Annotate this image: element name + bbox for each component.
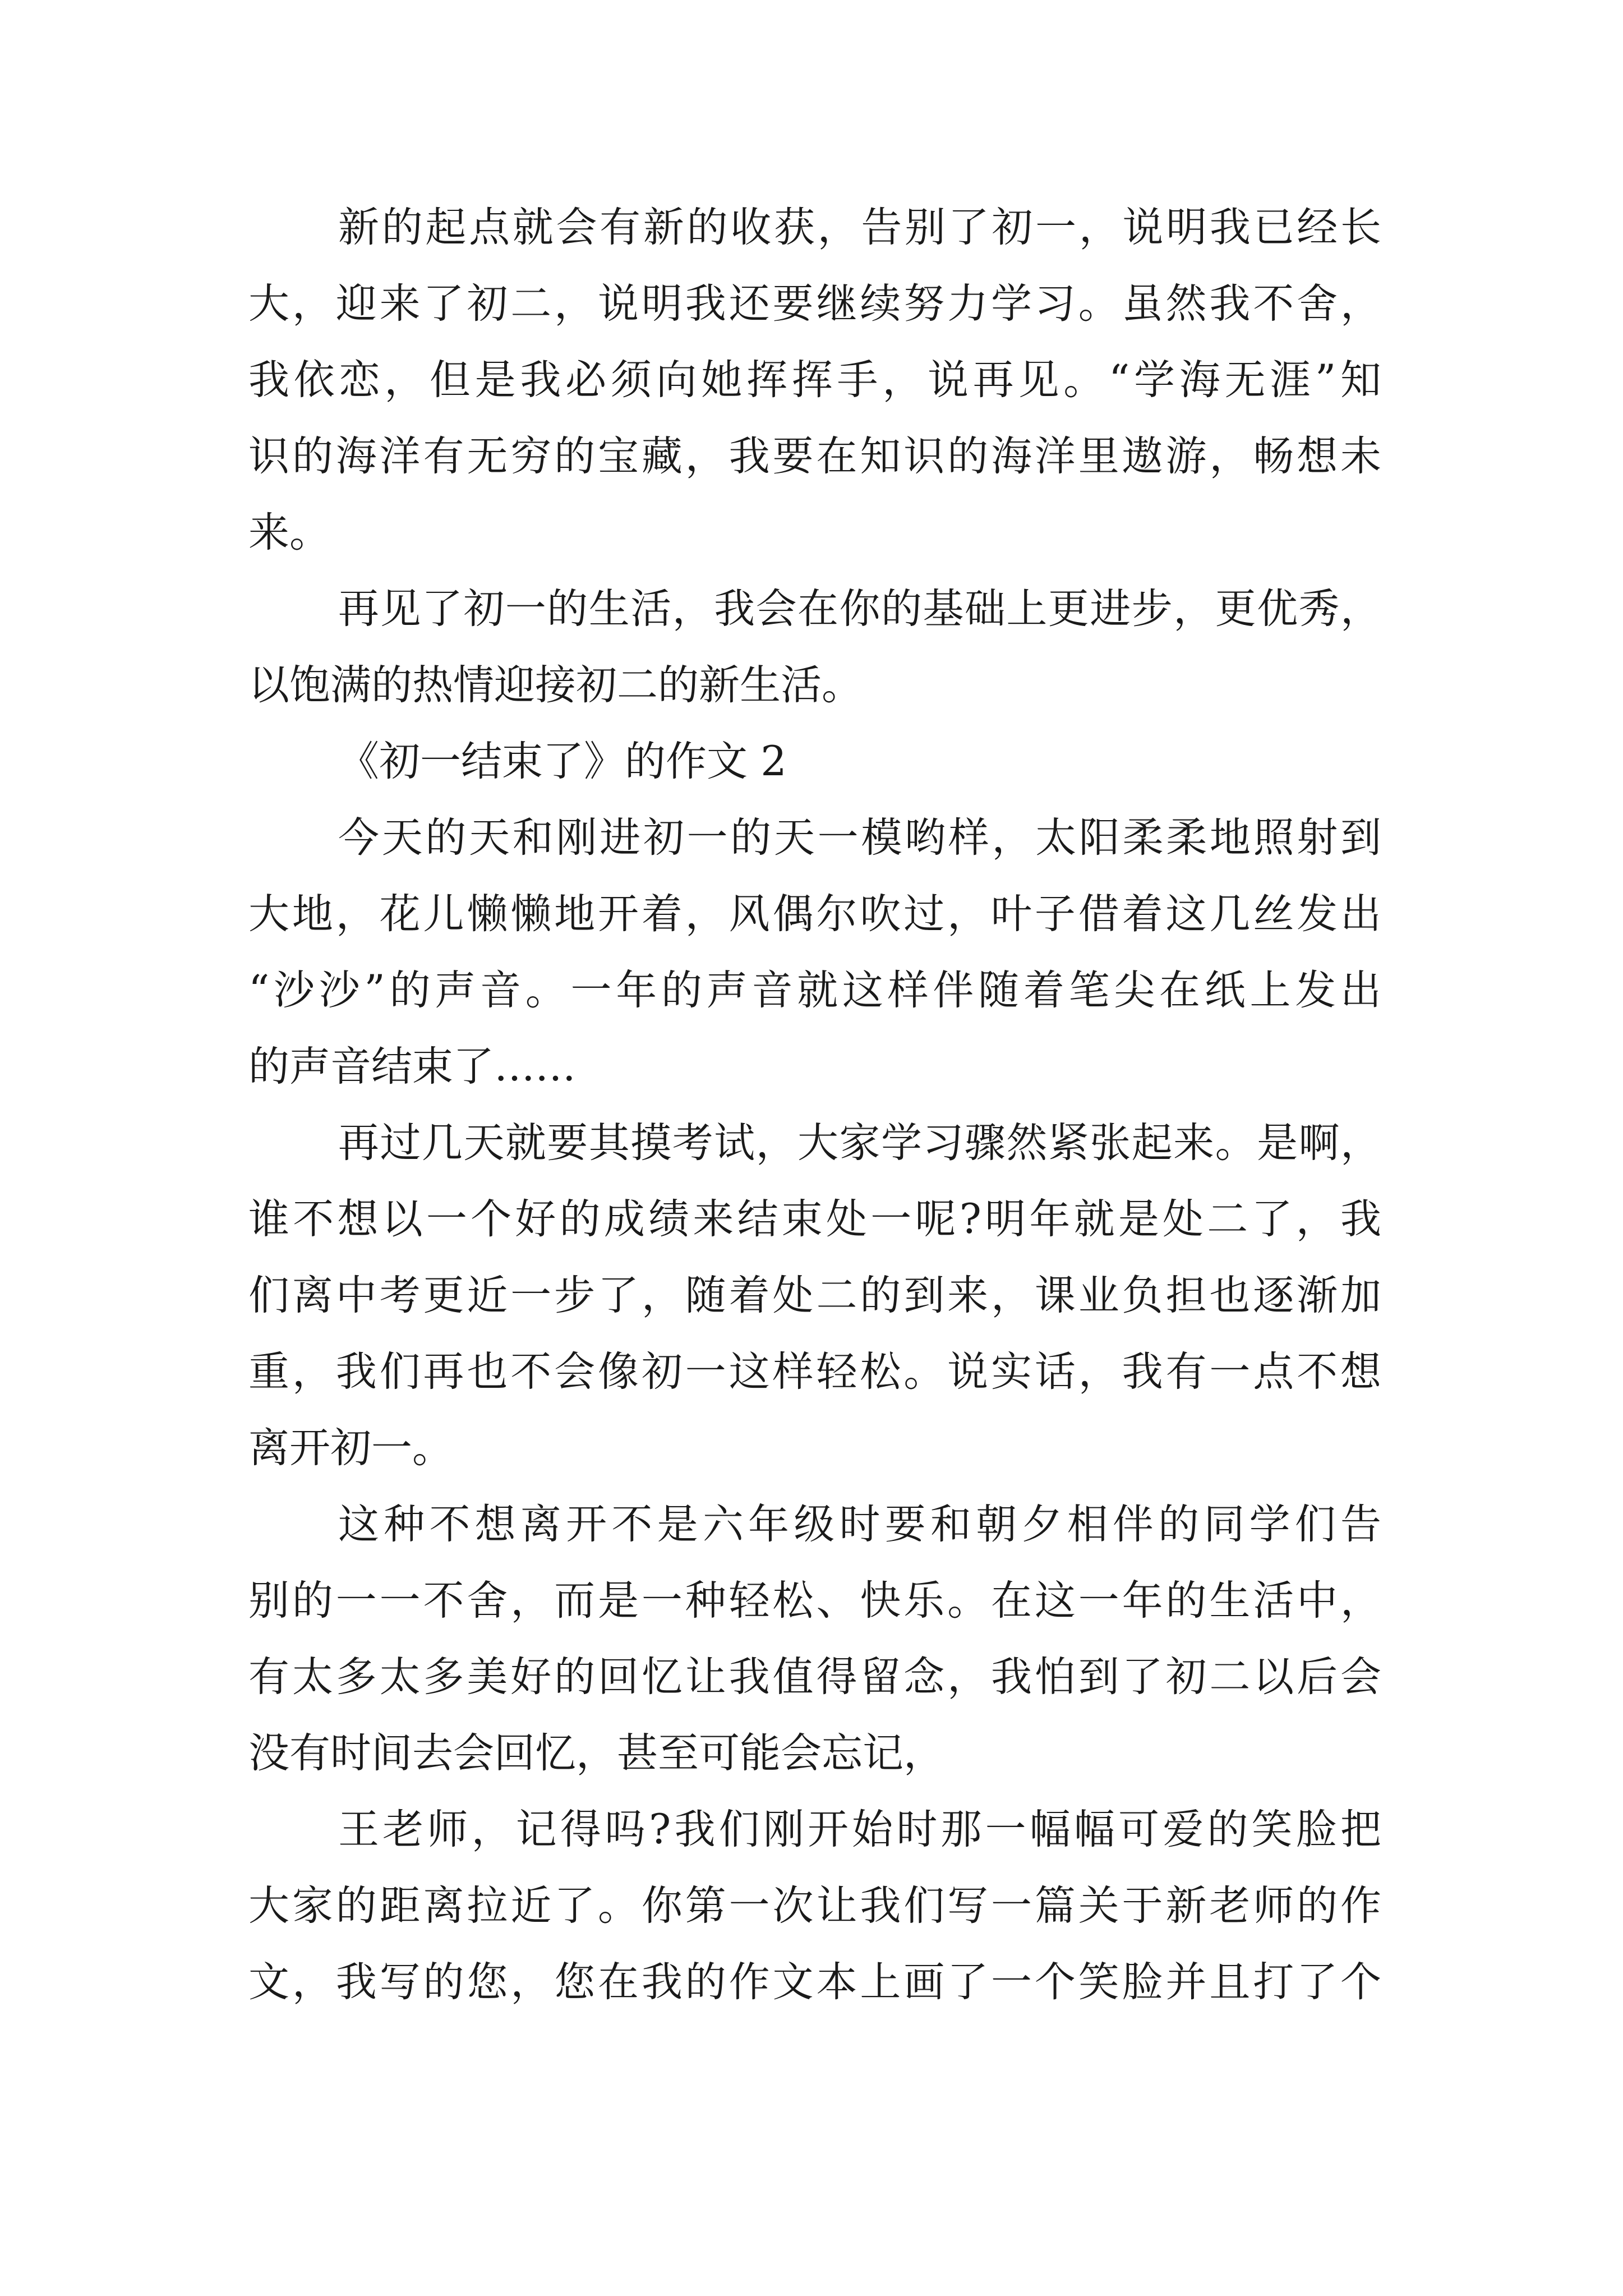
text-line: 离开初一。 — [248, 1424, 453, 1472]
document-body — [248, 190, 1381, 2021]
text-line: 重，我们再也不会像初一这样轻松。说实话，我有一点不想 — [248, 1348, 1381, 1396]
text-line: 大，迎来了初二，说明我还要继续努力学习。虽然我不舍， — [248, 280, 1381, 328]
text-line: 没有时间去会回忆，甚至可能会忘记， — [248, 1729, 944, 1777]
text-line: 王老师，记得吗?我们刚开始时那一幅幅可爱的笑脸把 — [338, 1806, 1381, 1853]
text-line: 再过几天就要其摸考试，大家学习骤然紧张起来。是啊， — [338, 1119, 1381, 1167]
text-line: 以饱满的热情迎接初二的新生活。 — [248, 661, 863, 709]
text-line: 今天的天和刚进初一的天一模哟样，太阳柔柔地照射到 — [338, 814, 1381, 862]
text-line: 有太多太多美好的回忆让我值得留念，我怕到了初二以后会 — [248, 1653, 1381, 1701]
text-line: 这种不想离开不是六年级时要和朝夕相伴的同学们告 — [338, 1501, 1381, 1548]
text-line: 再见了初一的生活，我会在你的基础上更进步，更优秀， — [338, 585, 1381, 633]
text-line: 的声音结束了…… — [248, 1043, 576, 1091]
text-line: 大地，花儿懒懒地开着，风偶尔吹过，叶子借着这几丝发出 — [248, 890, 1381, 938]
text-line: 文，我写的您，您在我的作文本上画了一个笑脸并且打了个 — [248, 1958, 1381, 2006]
text-line: 《初一结束了》的作文 2 — [338, 738, 787, 785]
text-line: 识的海洋有无穷的宝藏，我要在知识的海洋里遨游，畅想未 — [248, 432, 1381, 480]
text-line: 别的一一不舍，而是一种轻松、快乐。在这一年的生活中， — [248, 1577, 1381, 1625]
text-line: 谁不想以一个好的成绩来结束处一呢?明年就是处二了，我 — [248, 1195, 1381, 1243]
text-line: 来。 — [248, 509, 330, 556]
text-line: 我依恋，但是我必须向她挥挥手，说再见。“学海无涯”知 — [248, 356, 1381, 404]
text-line: 们离中考更近一步了，随着处二的到来，课业负担也逐渐加 — [248, 1272, 1381, 1319]
text-line: “沙沙”的声音。一年的声音就这样伴随着笔尖在纸上发出 — [248, 967, 1381, 1014]
text-line: 大家的距离拉近了。你第一次让我们写一篇关于新老师的作 — [248, 1882, 1381, 1930]
text-line: 新的起点就会有新的收获，告别了初一，说明我已经长 — [338, 204, 1381, 251]
